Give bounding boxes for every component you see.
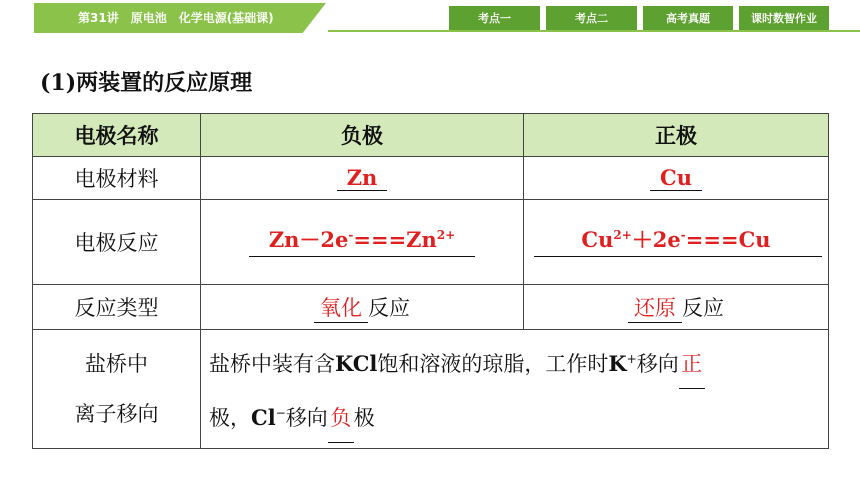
answer-anion-direction: 负 xyxy=(328,394,354,443)
nav-divider xyxy=(328,30,860,32)
table-row-reaction xyxy=(33,200,829,285)
answer-reaction-positive: $Cu^{2+}+2e^-===Cu$ xyxy=(581,227,771,252)
table-row-type xyxy=(33,285,829,330)
type-suffix: 反应 xyxy=(368,295,410,320)
answer-type-negative: 氧化 xyxy=(314,292,368,323)
label-reaction: 电极反应 xyxy=(33,200,201,285)
answer-type-positive: 还原 xyxy=(628,292,682,323)
answer-material-positive: Cu xyxy=(650,165,702,191)
answer-reaction-negative: $Zn-2e^-===Zn^{2+}$ xyxy=(268,227,456,252)
answer-cation-direction: 正 xyxy=(679,340,705,389)
table-row-material xyxy=(33,157,829,200)
answer-underline xyxy=(534,256,822,257)
section-heading: (1)两装置的反应原理 xyxy=(40,70,253,96)
top-bar xyxy=(0,0,860,36)
cell-reaction-negative xyxy=(201,200,524,285)
header-negative: 负极 xyxy=(201,114,524,157)
tab-exam-questions[interactable]: 高考真题 xyxy=(643,6,733,30)
table-row-salt-bridge xyxy=(33,330,829,449)
label-line-2: 离子移向 xyxy=(74,402,159,426)
answer-material-negative: Zn xyxy=(337,165,387,191)
cell-type-negative xyxy=(201,285,524,330)
tab-topic-2[interactable]: 考点二 xyxy=(546,6,637,30)
cell-reaction-positive xyxy=(524,200,829,285)
label-type: 反应类型 xyxy=(33,285,201,330)
answer-underline xyxy=(249,256,475,257)
table-header-row xyxy=(33,114,829,157)
reaction-negative xyxy=(201,200,523,284)
cell-material-positive xyxy=(524,157,829,200)
header-electrode-name: 电极名称 xyxy=(33,114,201,157)
label-line-1: 盐桥中 xyxy=(85,352,148,376)
label-material: 电极材料 xyxy=(33,157,201,200)
type-suffix: 反应 xyxy=(682,295,724,320)
lesson-title: 第31讲 原电池 化学电源(基础课) xyxy=(78,11,274,25)
tab-topic-1[interactable]: 考点一 xyxy=(449,6,540,30)
label-salt-bridge xyxy=(33,330,201,449)
header-positive: 正极 xyxy=(524,114,829,157)
tab-homework[interactable]: 课时数智作业 xyxy=(739,6,829,30)
cell-type-positive xyxy=(524,285,829,330)
cell-material-negative xyxy=(201,157,524,200)
reaction-table xyxy=(32,113,829,449)
reaction-positive xyxy=(524,200,828,284)
cell-salt-bridge-text: 盐桥中装有含KCl饱和溶液的琼脂，工作时K+移向 正 极，Cl−移向 负 极 xyxy=(201,330,829,449)
